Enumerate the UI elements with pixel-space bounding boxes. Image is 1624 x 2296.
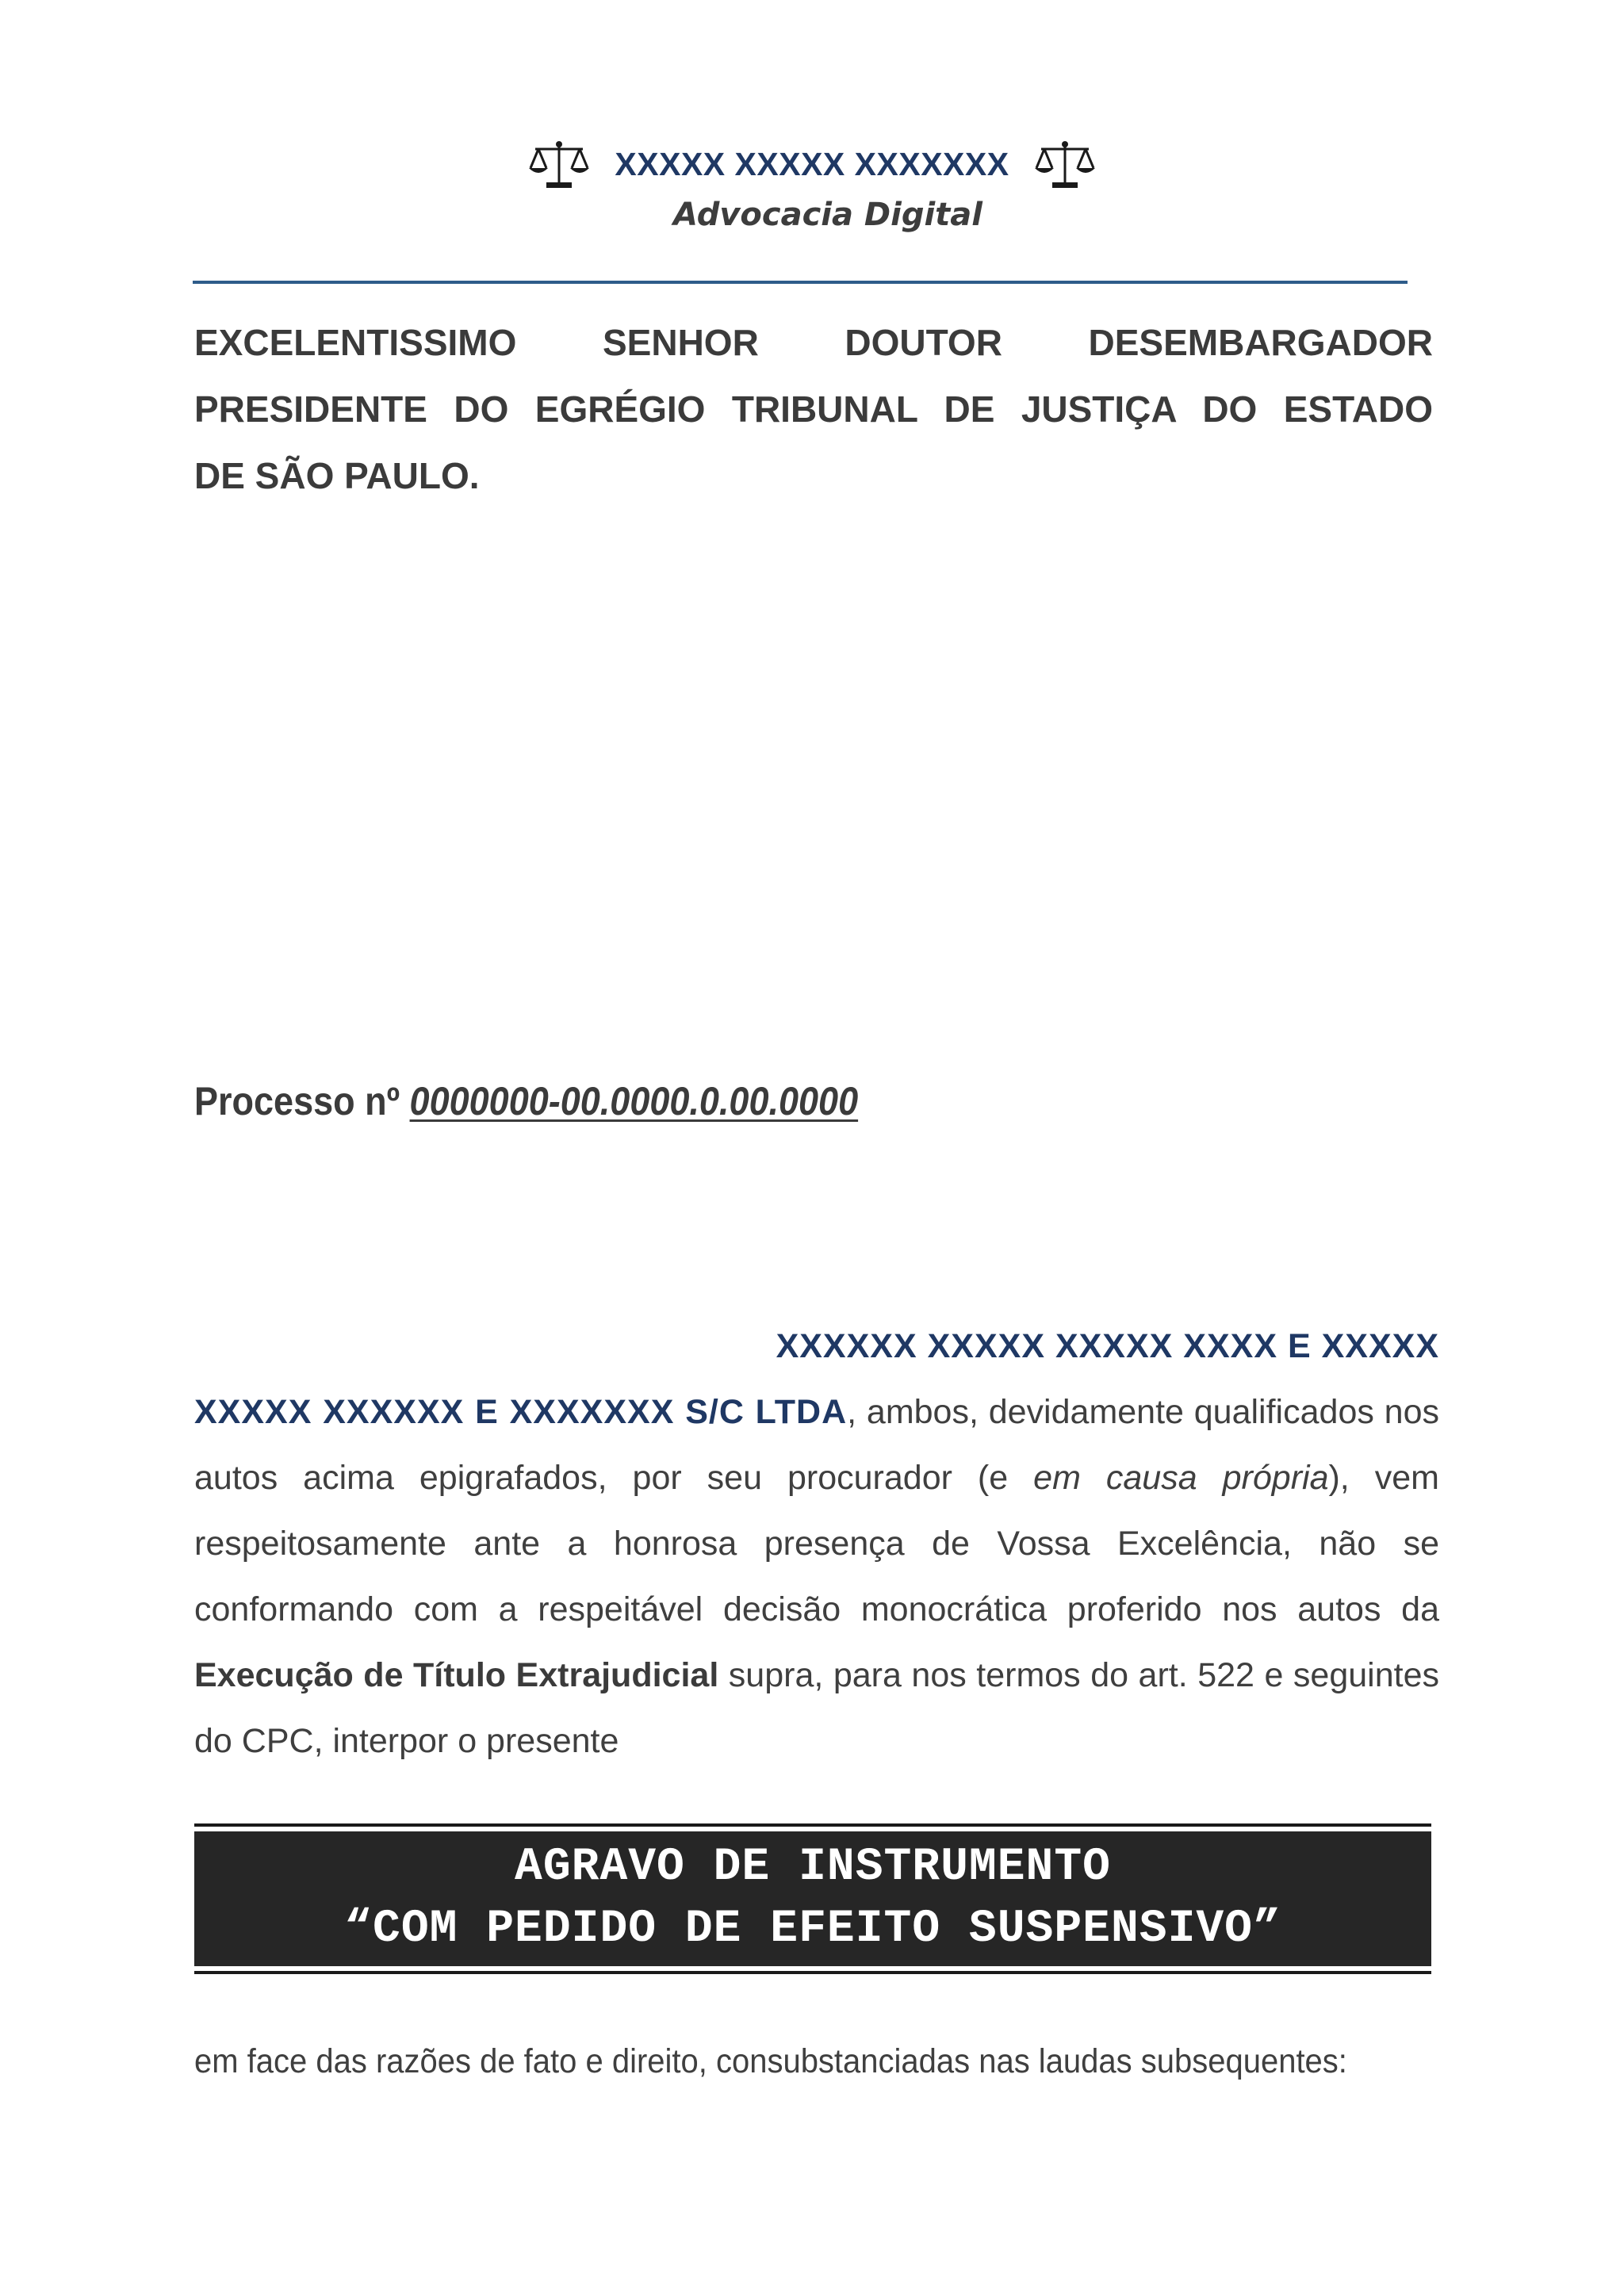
title-rule-bottom	[194, 1971, 1431, 1974]
process-value: 0000000-00.0000.0.00.0000	[409, 1079, 859, 1123]
scales-of-justice-icon	[1033, 138, 1097, 190]
title-rule-top	[194, 1823, 1431, 1827]
firm-tagline: Advocacia Digital	[672, 197, 983, 233]
parties-name: XXXXX XXXXXX E XXXXXXX S/C LTDA	[194, 1393, 848, 1431]
body-text: supra, para nos termos do art. 522 e seguintes do CPC, interpor o presente	[194, 1656, 1439, 1760]
petition-title	[194, 1831, 1431, 1966]
process-number	[194, 1078, 858, 1124]
body-text-bold: Execução de Título Extrajudicial	[194, 1656, 719, 1694]
body-text: , ambos, devidamente qualificados nos autos acima epigrafados, por seu procurador (e	[194, 1393, 1440, 1497]
header-divider	[193, 281, 1408, 284]
firm-name: XXXXX XXXXX XXXXXXX	[615, 145, 1009, 182]
letterhead	[0, 133, 1624, 233]
addressee-line: EXCELENTISSIMO SENHOR DOUTOR DESEMBARGADOR	[194, 322, 1433, 363]
petition-title-block	[194, 1823, 1431, 1974]
body-paragraph	[194, 1314, 1439, 1774]
scales-of-justice-icon	[527, 138, 591, 190]
addressee-line: DE SÃO PAULO.	[194, 455, 480, 496]
body-text-italic: em causa própria	[1033, 1459, 1329, 1497]
firm-row	[0, 133, 1624, 195]
parties-name: XXXXXX XXXXX XXXXX XXXX E XXXXX	[776, 1327, 1439, 1365]
closing-text: em face das razões de fato e direito, consubstanciadas nas laudas subsequentes:	[194, 2042, 1347, 2080]
title-line: AGRAVO DE INSTRUMENTO	[515, 1842, 1111, 1893]
title-line: “COM PEDIDO DE EFEITO SUSPENSIVO”	[344, 1904, 1281, 1955]
body-text: ), vem respeitosamente ante a honrosa presença de Vossa Excelência, não se conformando com a respeitável decisão monocrática proferido nos autos da	[194, 1459, 1439, 1628]
process-label: Processo nº	[194, 1079, 400, 1123]
addressee-block	[194, 309, 1433, 509]
addressee-line: PRESIDENTE DO EGRÉGIO TRIBUNAL DE JUSTIÇA DO ESTADO	[194, 388, 1433, 430]
